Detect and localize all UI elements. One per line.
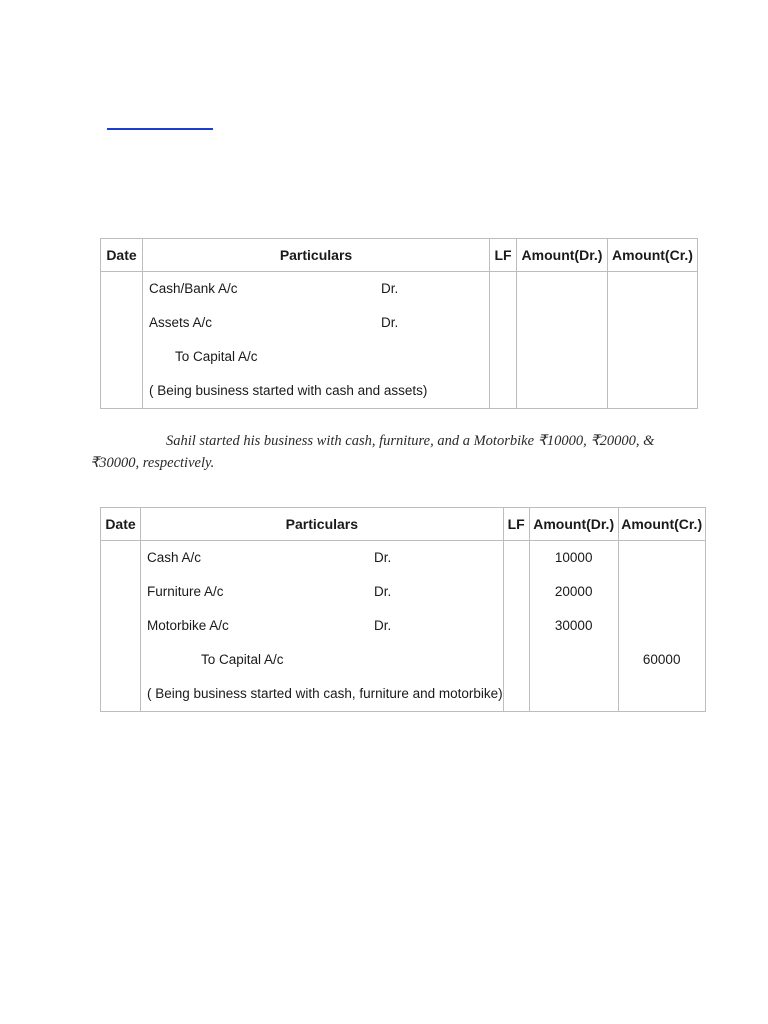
dr-label: Dr. xyxy=(381,281,399,296)
table-body-row xyxy=(101,541,706,712)
amount-spacer xyxy=(619,575,705,609)
amount-spacer xyxy=(619,609,705,643)
header-amount-cr: Amount(Cr.) xyxy=(608,239,698,272)
header-particulars: Particulars xyxy=(143,239,490,272)
particular-text: Cash/Bank A/c xyxy=(149,281,238,296)
table-header-row xyxy=(101,239,698,272)
header-amount-cr: Amount(Cr.) xyxy=(618,508,705,541)
table-row xyxy=(143,374,489,408)
header-lf: LF xyxy=(490,239,517,272)
table-row xyxy=(141,575,503,609)
particular-text: Cash A/c xyxy=(147,550,202,565)
amount-cell: 30000 xyxy=(554,618,593,633)
header-date: Date xyxy=(101,508,141,541)
example-paragraph xyxy=(90,430,690,474)
dr-label: Dr. xyxy=(374,584,392,599)
header-lf: LF xyxy=(503,508,529,541)
particular-text: Furniture A/c xyxy=(147,584,224,599)
table-row xyxy=(143,272,489,306)
particular-text: To Capital A/c xyxy=(201,652,284,667)
particular-text: To Capital A/c xyxy=(175,349,258,364)
amount-dr-column xyxy=(529,541,618,712)
table-row xyxy=(143,306,489,340)
amount-dr-column xyxy=(517,272,608,409)
journal-entry-table-1 xyxy=(100,238,698,409)
amount-cell: 10000 xyxy=(554,550,593,565)
particulars-column xyxy=(143,272,490,409)
header-particulars: Particulars xyxy=(141,508,504,541)
table-row xyxy=(141,643,503,677)
lf-column xyxy=(490,272,517,409)
amount-cr-column xyxy=(608,272,698,409)
particular-text: Assets A/c xyxy=(149,315,213,330)
table-row xyxy=(141,609,503,643)
date-column xyxy=(101,272,143,409)
header-amount-dr: Amount(Dr.) xyxy=(529,508,618,541)
header-date: Date xyxy=(101,239,143,272)
narration-text: ( Being business started with cash, furniture and motorbike) xyxy=(147,686,503,701)
amount-cr-column xyxy=(618,541,705,712)
lf-column xyxy=(503,541,529,712)
amount-spacer xyxy=(619,541,705,575)
table-row xyxy=(141,541,503,575)
table-body-row xyxy=(101,272,698,409)
particular-text: Motorbike A/c xyxy=(147,618,229,633)
particulars-column xyxy=(141,541,504,712)
table-row xyxy=(143,340,489,374)
header-amount-dr: Amount(Dr.) xyxy=(517,239,608,272)
narration-text: ( Being business started with cash and assets) xyxy=(149,383,428,398)
date-column xyxy=(101,541,141,712)
amount-cell: 20000 xyxy=(554,584,593,599)
dr-label: Dr. xyxy=(374,550,392,565)
journal-entry-table-2 xyxy=(100,507,706,712)
dr-label: Dr. xyxy=(374,618,392,633)
hyperlink-underline[interactable] xyxy=(107,128,213,130)
paragraph-text: Sahil started his business with cash, furniture, and a Motorbike ₹10000, ₹20000, & ₹30000, respectively. xyxy=(90,433,655,471)
dr-label: Dr. xyxy=(381,315,399,330)
table-header-row xyxy=(101,508,706,541)
table-row xyxy=(141,677,503,711)
amount-cell: 60000 xyxy=(642,652,681,667)
